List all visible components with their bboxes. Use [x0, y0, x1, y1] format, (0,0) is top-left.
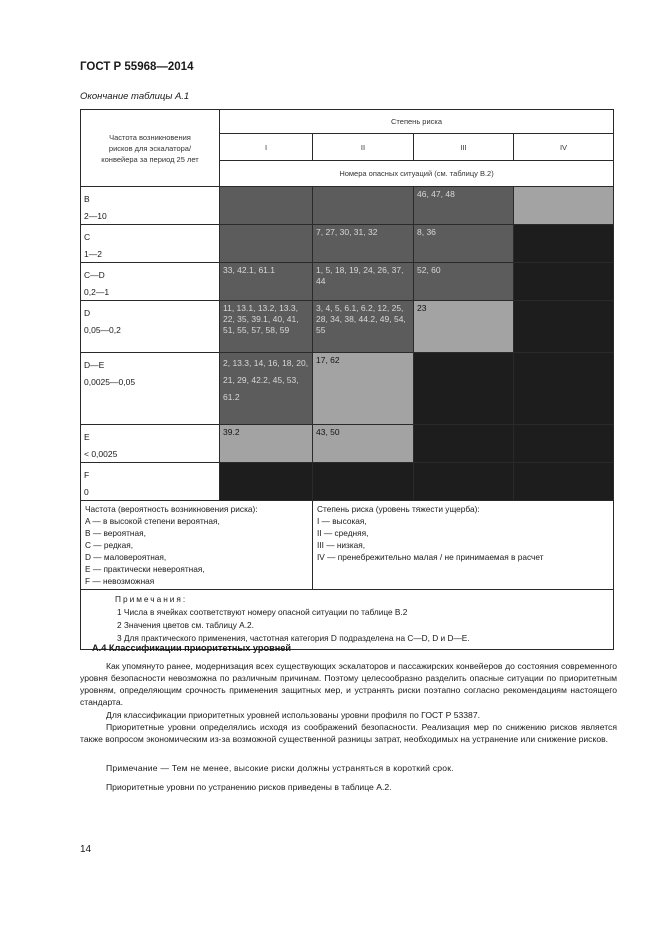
matrix-cell: [220, 225, 313, 263]
frequency-label: D 0,05—0,2: [81, 301, 220, 353]
frequency-label: D—E 0,0025—0,05: [81, 353, 220, 425]
legend-item: C — редкая,: [85, 540, 134, 550]
note-paragraph: Примечание — Тем не менее, высокие риски должны устраняться в короткий срок.: [106, 763, 454, 773]
matrix-cell: 7, 27, 30, 31, 32: [313, 225, 414, 263]
matrix-cell: [313, 463, 414, 501]
matrix-cell: [220, 187, 313, 225]
matrix-cell: 1, 5, 18, 19, 24, 26, 37, 44: [313, 263, 414, 301]
legend-item: IV — пренебрежительно малая / не принимаемая в расчет: [317, 552, 544, 562]
matrix-cell: [514, 187, 614, 225]
matrix-cell: 46, 47, 48: [414, 187, 514, 225]
legend-item: II — средняя,: [317, 528, 369, 538]
frequency-label: C—D 0,2—1: [81, 263, 220, 301]
table-row: [81, 187, 614, 225]
frequency-legend-title: Частота (вероятность возникновения риска):: [85, 504, 258, 514]
matrix-cell: 39.2: [220, 425, 313, 463]
matrix-cell: [514, 353, 614, 425]
frequency-label: E < 0,0025: [81, 425, 220, 463]
legend-item: III — низкая,: [317, 540, 366, 550]
legend-row: [81, 501, 614, 590]
matrix-cell: 43, 50: [313, 425, 414, 463]
matrix-cell: 2, 13.3, 14, 16, 18, 20, 21, 29, 42.2, 45, 53, 61.2: [220, 353, 313, 425]
matrix-cell: [514, 225, 614, 263]
legend-item: B — вероятная,: [85, 528, 146, 538]
table-row: [81, 463, 614, 501]
legend-item: F — невозможная: [85, 576, 155, 586]
legend-item: E — практически невероятная,: [85, 564, 205, 574]
category-header: I: [220, 134, 313, 161]
matrix-cell: 3, 4, 5, 6.1, 6.2, 12, 25, 28, 34, 38, 44.2, 49, 54, 55: [313, 301, 414, 353]
table-notes: [81, 590, 614, 650]
notes-title: Примечания:: [115, 594, 188, 604]
table-row: [81, 353, 614, 425]
frequency-label: F 0: [81, 463, 220, 501]
frequency-label: C 1—2: [81, 225, 220, 263]
category-header: II: [313, 134, 414, 161]
paragraph: Приоритетные уровни по устранению рисков приведены в таблице А.2.: [106, 782, 392, 792]
frequency-header: Частота возникновения рисков для эскалатора/конвейера за период 25 лет: [81, 110, 220, 187]
matrix-cell: 11, 13.1, 13.2, 13.3, 22, 35, 39.1, 40, 41, 51, 55, 57, 58, 59: [220, 301, 313, 353]
table-caption: Окончание таблицы А.1: [80, 91, 190, 102]
matrix-cell: 17, 62: [313, 353, 414, 425]
matrix-cell: [514, 301, 614, 353]
matrix-cell: [514, 463, 614, 501]
table-row: [81, 425, 614, 463]
situations-caption: Номера опасных ситуаций (см. таблицу В.2): [220, 161, 614, 187]
frequency-legend: [81, 501, 313, 590]
note-item: 1 Числа в ячейках соответствуют номеру опасной ситуации по таблице В.2: [117, 607, 408, 617]
page-number: 14: [80, 844, 92, 855]
paragraph: Для классификации приоритетных уровней использованы уровни профиля по ГОСТ Р 53387.: [106, 710, 480, 720]
category-header: III: [414, 134, 514, 161]
matrix-cell: [220, 463, 313, 501]
matrix-cell: 52, 60: [414, 263, 514, 301]
matrix-cell: [313, 187, 414, 225]
matrix-cell: [414, 463, 514, 501]
table-row: [81, 225, 614, 263]
risk-degree-header: Степень риска: [220, 110, 614, 134]
matrix-cell: 8, 36: [414, 225, 514, 263]
severity-legend-title: Степень риска (уровень тяжести ущерба):: [317, 504, 480, 514]
paragraph: Как упомянуто ранее, модернизация всех существующих эскалаторов и пассажирских конвейеров до состояния современного уровня безопасности невозможна по различным причинам. Поэтому целесообразно разделить опасные ситуации по приоритетным уровням, определяющим срочность применения защитных мер, и устранять риски поэтапно согласно рекомендациям настоящего стандарта.: [80, 661, 617, 707]
matrix-cell: [514, 425, 614, 463]
table-row: [81, 301, 614, 353]
paragraph: Приоритетные уровни определялись исходя из соображений безопасности. Реализация мер по снижению рисков является также вопросом экономическим из-за возможной существенной разницы затрат, необходимых на устранение или снижение рисков.: [80, 722, 617, 744]
table-row: [81, 263, 614, 301]
legend-item: A — в высокой степени вероятная,: [85, 516, 220, 526]
note-item: 2 Значения цветов см. таблицу А.2.: [117, 620, 254, 630]
frequency-label: B 2—10: [81, 187, 220, 225]
legend-item: D — маловероятная,: [85, 552, 167, 562]
section-title: А.4 Классификации приоритетных уровней: [92, 643, 292, 653]
legend-item: I — высокая,: [317, 516, 367, 526]
matrix-cell: 33, 42.1, 61.1: [220, 263, 313, 301]
category-header: IV: [514, 134, 614, 161]
matrix-cell: 23: [414, 301, 514, 353]
matrix-cell: [514, 263, 614, 301]
document-header: ГОСТ Р 55968—2014: [80, 61, 194, 73]
severity-legend: [313, 501, 614, 590]
matrix-cell: [414, 353, 514, 425]
risk-matrix-table: [80, 109, 614, 650]
note-item: 3 Для практического применения, частотная категория D подразделена на C—D, D и D—E.: [117, 633, 470, 643]
matrix-cell: [414, 425, 514, 463]
